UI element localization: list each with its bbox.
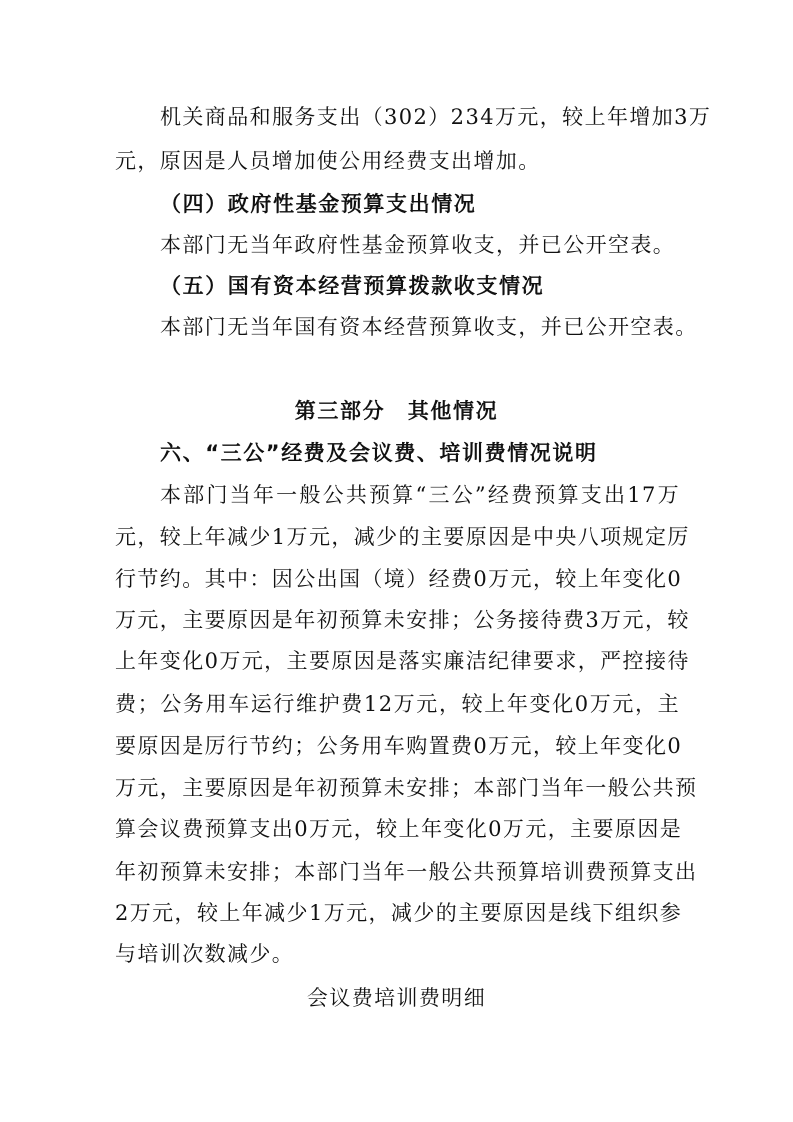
paragraph-line: 与培训次数减少。	[115, 942, 295, 966]
paragraph-line: 算会议费预算支出0万元，较上年变化0万元，主要原因是	[115, 817, 683, 841]
paragraph-line: 年初预算未安排；本部门当年一般公共预算培训费预算支出	[115, 860, 698, 884]
paragraph-line: 万元，主要原因是年初预算未安排；公务接待费3万元，较	[115, 608, 690, 632]
paragraph-line: 本部门当年一般公共预算“三公”经费预算支出17万	[160, 483, 680, 507]
paragraph-line: 本部门无当年国有资本经营预算收支，并已公开空表。	[160, 315, 698, 339]
paragraph-line: 元，较上年减少1万元，减少的主要原因是中央八项规定厉	[115, 525, 690, 549]
paragraph-line: 万元，主要原因是年初预算未安排；本部门当年一般公共预	[115, 776, 698, 800]
paragraph-line: 本部门无当年政府性基金预算收支，并已公开空表。	[160, 233, 676, 257]
part-three-heading: 第三部分 其他情况	[294, 399, 499, 423]
paragraph-line: 要原因是厉行节约；公务用车购置费0万元，较上年变化0	[115, 734, 683, 758]
paragraph-line: 2万元，较上年减少1万元，减少的主要原因是线下组织参	[115, 901, 683, 925]
table-caption: 会议费培训费明细	[306, 986, 487, 1010]
section-heading-4: （四）政府性基金预算支出情况	[160, 192, 477, 216]
paragraph-line: 费；公务用车运行维护费12万元，较上年变化0万元，主	[115, 692, 680, 716]
section-heading-6: 六、“三公”经费及会议费、培训费情况说明	[160, 441, 598, 465]
paragraph-line: 行节约。其中：因公出国（境）经费0万元，较上年变化0	[115, 567, 683, 591]
paragraph-line: 机关商品和服务支出（302）234万元，较上年增加3万	[160, 105, 712, 129]
paragraph-line: 上年变化0万元，主要原因是落实廉洁纪律要求，严控接待	[115, 649, 690, 673]
paragraph-line: 元，原因是人员增加使公用经费支出增加。	[115, 149, 541, 173]
section-heading-5: （五）国有资本经营预算拨款收支情况	[160, 274, 545, 298]
